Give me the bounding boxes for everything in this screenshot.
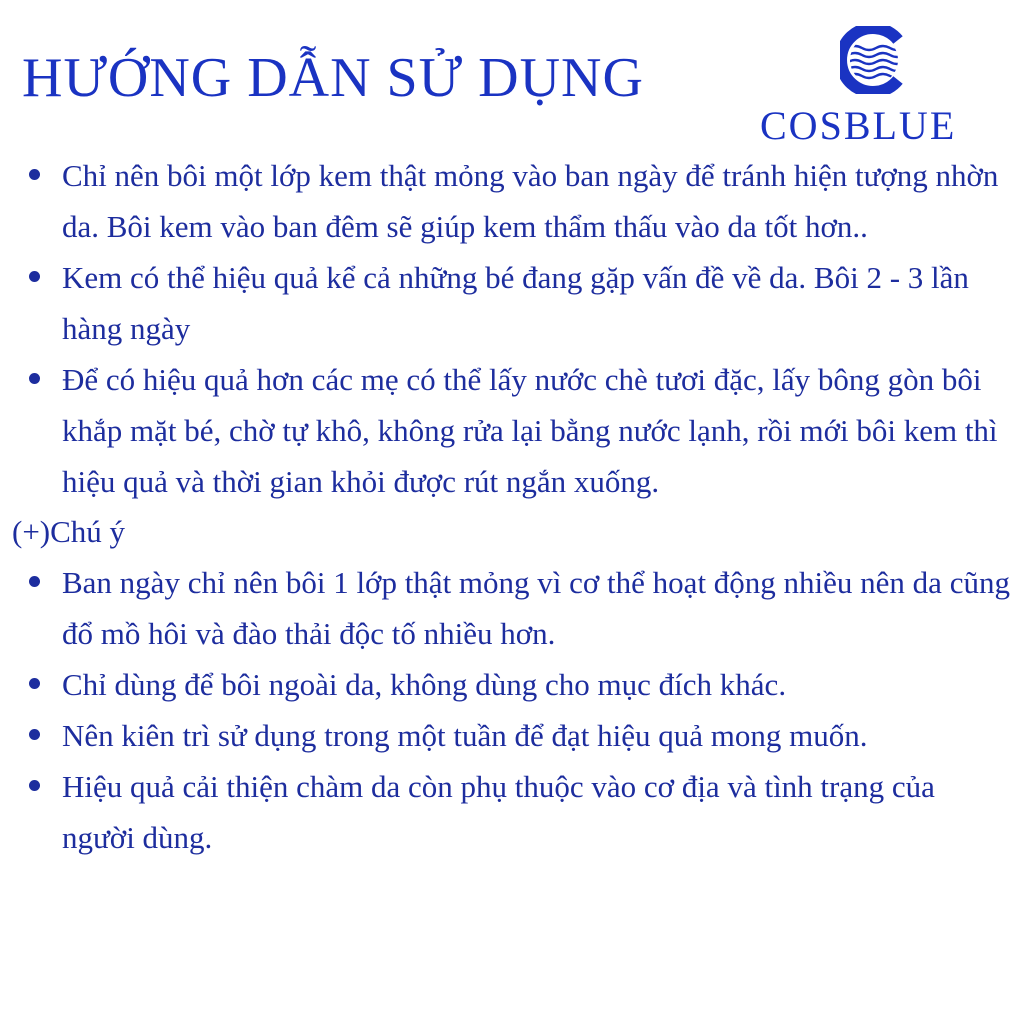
list-item: Chỉ nên bôi một lớp kem thật mỏng vào ban ngày để tránh hiện tượng nhờn da. Bôi kem vào ban đêm sẽ giúp kem thẩm thấu vào da tốt hơn..	[0, 150, 1010, 252]
list-item: Hiệu quả cải thiện chàm da còn phụ thuộc vào cơ địa và tình trạng của người dùng.	[0, 761, 1010, 863]
brand-name: COSBLUE	[760, 103, 957, 148]
page-title: HƯỚNG DẪN SỬ DỤNG	[22, 47, 644, 109]
note-heading: (+)Chú ý	[12, 514, 126, 549]
list-item: Ban ngày chỉ nên bôi 1 lớp thật mỏng vì cơ thể hoạt động nhiều nên da cũng đổ mồ hôi và đào thải độc tố nhiều hơn.	[0, 557, 1010, 659]
cosblue-wave-c-logo-icon	[840, 26, 908, 94]
list-item: Chỉ dùng để bôi ngoài da, không dùng cho mục đích khác.	[0, 659, 1010, 710]
instructions-content	[0, 150, 1010, 863]
brand-logo	[760, 26, 990, 146]
instructions-list	[0, 150, 1010, 507]
notes-list	[0, 557, 1010, 863]
list-item: Để có hiệu quả hơn các mẹ có thể lấy nước chè tươi đặc, lấy bông gòn bôi khắp mặt bé, chờ tự khô, không rửa lại bằng nước lạnh, rồi mới bôi kem thì hiệu quả và thời gian khỏi được rút ngắn xuống.	[0, 354, 1010, 507]
list-item: Kem có thể hiệu quả kể cả những bé đang gặp vấn đề về da. Bôi 2 - 3 lần hàng ngày	[0, 252, 1010, 354]
list-item: Nên kiên trì sử dụng trong một tuần để đạt hiệu quả mong muốn.	[0, 710, 1010, 761]
